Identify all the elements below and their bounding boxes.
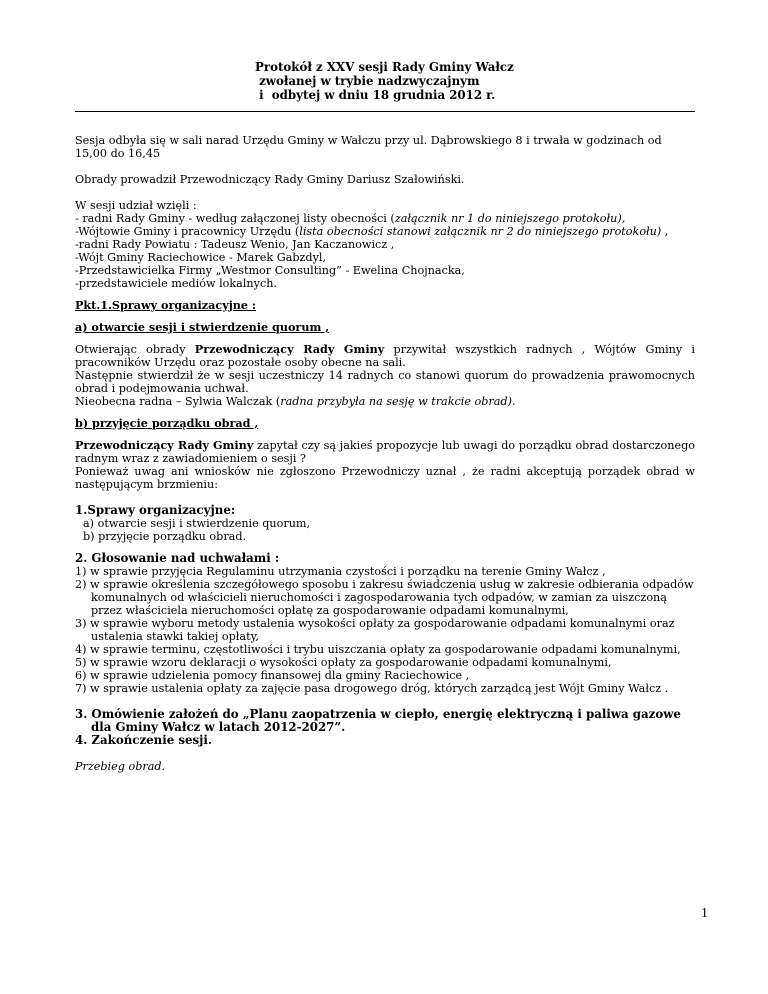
title-line-1: Protokół z XXV sesji Rady Gminy Wałcz <box>255 60 514 74</box>
section-1-heading: Pkt.1.Sprawy organizacyjne : <box>75 298 257 312</box>
agenda-item-1b: b) przyjęcie porządku obrad. <box>83 530 247 543</box>
page-number: 1 <box>701 906 708 921</box>
participant-2: -Wójtowie Gminy i pracownicy Urzędu (lista obecności stanowi załącznik nr 2 do niniejszego protokołu) , <box>75 225 669 238</box>
participants-heading: W sesji udział wzięli : <box>75 199 197 212</box>
section-1a-heading: a) otwarcie sesji i stwierdzenie quorum , <box>75 320 330 334</box>
agenda-item-2-3-line-1: 3) w sprawie wyboru metody ustalenia wysokości opłaty za gospodarowanie odpadami komunalnymi oraz <box>75 617 675 630</box>
section-1b-paragraph-2: Ponieważ uwag ani wniosków nie zgłoszono Przewodniczy uznał , że radni akceptują porządek obrad w następującym brzmieniu: <box>75 465 695 491</box>
document-page <box>75 60 695 773</box>
participant-6: -przedstawiciele mediów lokalnych. <box>75 277 277 290</box>
section-1a-paragraph-2: Następnie stwierdził że w sesji uczestniczy 14 radnych co stanowi quorum do prowadzenia prawomocnych obrad i podejmowania uchwał. <box>75 369 695 395</box>
section-1a-paragraph-1: Otwierając obrady Przewodniczący Rady Gminy przywitał wszystkich radnych , Wójtów Gminy i pracowników Urzędu oraz pozostałe osoby obecne na sali. <box>75 342 696 369</box>
agenda-item-4: 4. Zakończenie sesji. <box>75 733 213 747</box>
agenda-item-3-line-1: 3. Omówienie założeń do „Planu zaopatrzenia w ciepło, energię elektryczną i paliwa gazowe <box>75 707 681 721</box>
agenda-item-2-2-line-2: komunalnych od właścicieli nieruchomości i zagospodarowania tych odpadów, w zamian za uiszczoną <box>91 591 667 604</box>
agenda-item-2-2-line-3: przez właściciela nieruchomości opłatę za gospodarowanie odpadami komunalnymi, <box>91 604 569 617</box>
agenda-item-1-heading: 1.Sprawy organizacyjne: <box>75 503 236 517</box>
document-title <box>255 60 695 102</box>
title-line-3: i odbytej w dniu 18 grudnia 2012 r. <box>255 88 496 102</box>
participant-3: -radni Rady Powiatu : Tadeusz Wenio, Jan Kaczanowicz , <box>75 238 395 251</box>
proceedings-heading: Przebieg obrad. <box>75 760 166 773</box>
title-divider <box>75 111 695 112</box>
agenda-item-2-5: 5) w sprawie wzoru deklaracji o wysokości opłaty za gospodarowanie odpadami komunalnymi, <box>75 656 612 669</box>
agenda-item-2-7: 7) w sprawie ustalenia opłaty za zajęcie pasa drogowego dróg, których zarządcą jest Wójt Gminy Wałcz . <box>75 682 669 695</box>
participant-1: - radni Rady Gminy - według załączonej listy obecności (załącznik nr 1 do niniejszego protokołu), <box>75 212 626 225</box>
participant-4: -Wójt Gminy Raciechowice - Marek Gabzdyl, <box>75 251 327 264</box>
section-1a-paragraph-3: Nieobecna radna – Sylwia Walczak (radna przybyła na sesję w trakcie obrad). <box>75 395 516 408</box>
agenda-item-2-4: 4) w sprawie terminu, częstotliwości i trybu uiszczania opłaty za gospodarowanie odpadami komunalnymi, <box>75 643 681 656</box>
chair-info: Obrady prowadził Przewodniczący Rady Gminy Dariusz Szałowiński. <box>75 173 465 186</box>
agenda-item-2-2-line-1: 2) w sprawie określenia szczegółowego sposobu i zakresu świadczenia usług w zakresie odbierania odpadów <box>75 578 694 591</box>
agenda-item-2-heading: 2. Głosowanie nad uchwałami : <box>75 551 280 565</box>
agenda-item-1a: a) otwarcie sesji i stwierdzenie quorum, <box>83 517 311 530</box>
section-1b-heading: b) przyjęcie porządku obrad , <box>75 416 259 430</box>
agenda-item-3-line-2: dla Gminy Wałcz w latach 2012-2027”. <box>91 720 346 734</box>
agenda-item-2-1: 1) w sprawie przyjęcia Regulaminu utrzymania czystości i porządku na terenie Gminy Wałcz , <box>75 565 606 578</box>
participant-5: -Przedstawicielka Firmy „Westmor Consulting” - Ewelina Chojnacka, <box>75 264 465 277</box>
session-info: Sesja odbyła się w sali narad Urzędu Gminy w Wałczu przy ul. Dąbrowskiego 8 i trwała w godzinach od 15,00 do 16,45 <box>75 134 662 160</box>
section-1b-paragraph-1: Przewodniczący Rady Gminy zapytał czy są jakieś propozycje lub uwagi do porządku obrad dostarczonego radnym wraz z zawiadomieniem o sesji ? <box>75 438 695 465</box>
agenda-item-2-3-line-2: ustalenia stawki takiej opłaty, <box>91 630 259 643</box>
title-line-2: zwołanej w trybie nadzwyczajnym <box>255 74 480 88</box>
agenda-item-2-6: 6) w sprawie udzielenia pomocy finansowej dla gminy Raciechowice , <box>75 669 470 682</box>
